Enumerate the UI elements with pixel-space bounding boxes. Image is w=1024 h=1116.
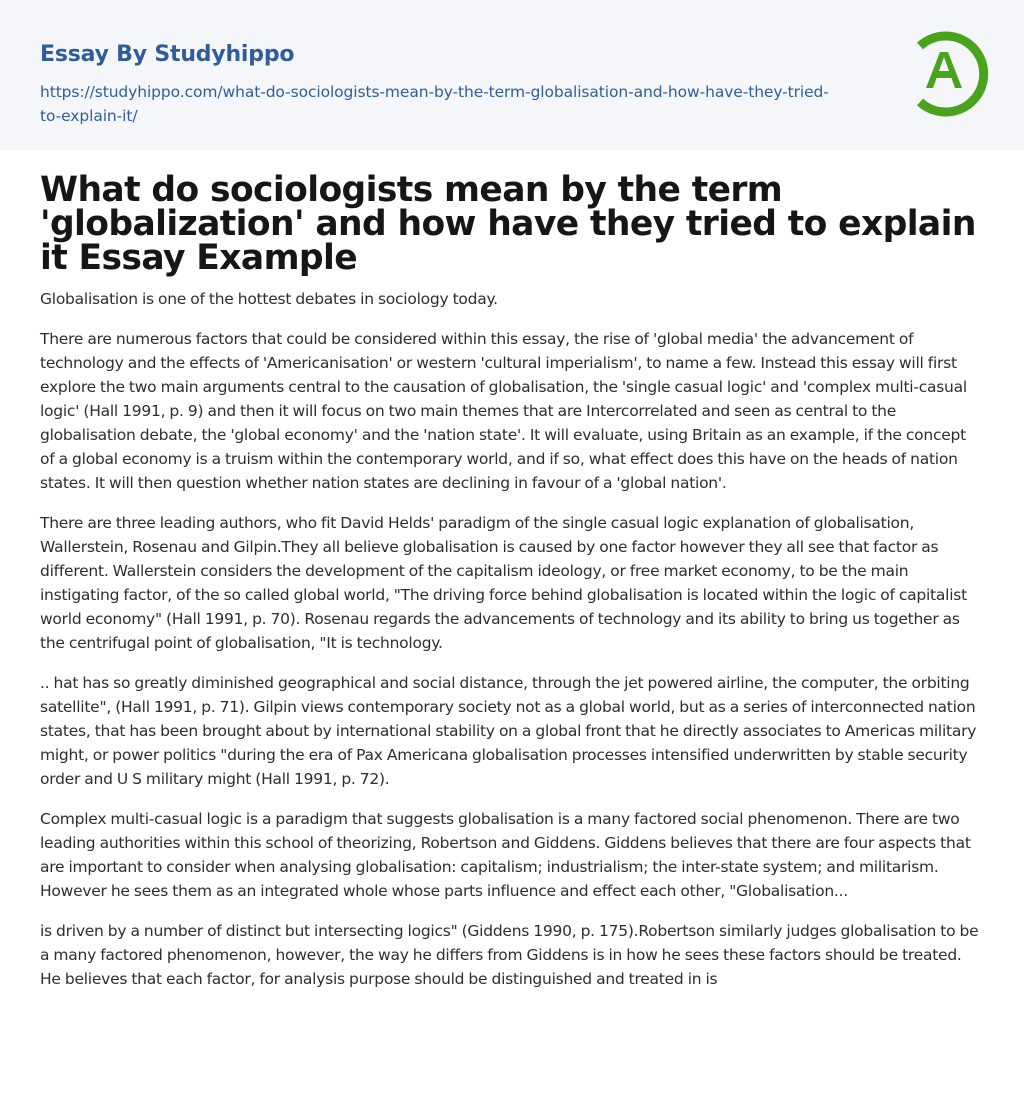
article-paragraph: .. hat has so greatly diminished geographical and social distance, through the jet powered airline, the computer, the orbiting satellite", (Hall 1991, p. 71). Gilpin views contemporary society not as a global world, but as a series of interconnected nation states, that has been brought about by international stability on a global front that he directly associates to Americas military might, or power politics "during the era of Pax Americana globalisation processes intensified underwritten by stable security order and U S military might (Hall 1991, p. 72). [40, 674, 977, 788]
studyhippo-a-logo-icon [898, 28, 990, 120]
page-title: What do sociologists mean by the term 'globalization' and how have they tried to explain it Essay Example [40, 170, 976, 278]
studyhippo-logo[interactable] [898, 28, 990, 120]
article-paragraph: is driven by a number of distinct but intersecting logics" (Giddens 1990, p. 175).Robertson similarly judges globalisation to be a many factored phenomenon, however, the way he differs from Giddens is in how he sees these factors should be treated. He believes that each factor, for analysis purpose should be distinguished and treated in is [40, 922, 979, 988]
article-paragraph: Globalisation is one of the hottest debates in sociology today. [40, 290, 498, 308]
article-paragraph: There are three leading authors, who fit David Helds' paradigm of the single casual logic explanation of globalisation, Wallerstein, Rosenau and Gilpin.They all believe globalisation is caused by one factor however they all see that factor as different. Wallerstein considers the development of the capitalism ideology, or free market economy, to be the main instigating factor, of the so called global world, "The driving force behind globalisation is located within the logic of capitalist world economy" (Hall 1991, p. 70). Rosenau regards the advancements of technology and its ability to bring us together as the centrifugal point of globalisation, "It is technology. [40, 514, 967, 652]
article-paragraph: There are numerous factors that could be considered within this essay, the rise of 'global media' the advancement of technology and the effects of 'Americanisation' or western 'cultural imperialism', to name a few. Instead this essay will first explore the two main arguments central to the causation of globalisation, the 'single casual logic' and 'complex multi-casual logic' (Hall 1991, p. 9) and then it will focus on two main themes that are Intercorrelated and seen as central to the globalisation debate, the 'global economy' and the 'nation state'. It will evaluate, using Britain as an example, if the concept of a global economy is a truism within the contemporary world, and if so, what effect does this have on the heads of nation states. It will then question whether nation states are declining in favour of a 'global nation'. [40, 330, 967, 492]
site-header [0, 0, 1024, 150]
source-url-link[interactable]: https://studyhippo.com/what-do-sociologists-mean-by-the-term-globalisation-and-how-have-they-tried-to-explain-it/ [40, 83, 829, 125]
brand-title: Essay By Studyhippo [40, 42, 295, 67]
article [0, 150, 1024, 1047]
article-paragraph: Complex multi-casual logic is a paradigm that suggests globalisation is a many factored social phenomenon. There are two leading authorities within this school of theorizing, Robertson and Giddens. Giddens believes that there are four aspects that are important to consider when analysing globalisation: capitalism; industrialism; the inter-state system; and militarism. However he sees them as an integrated whole whose parts influence and effect each other, "Globalisation... [40, 810, 971, 900]
